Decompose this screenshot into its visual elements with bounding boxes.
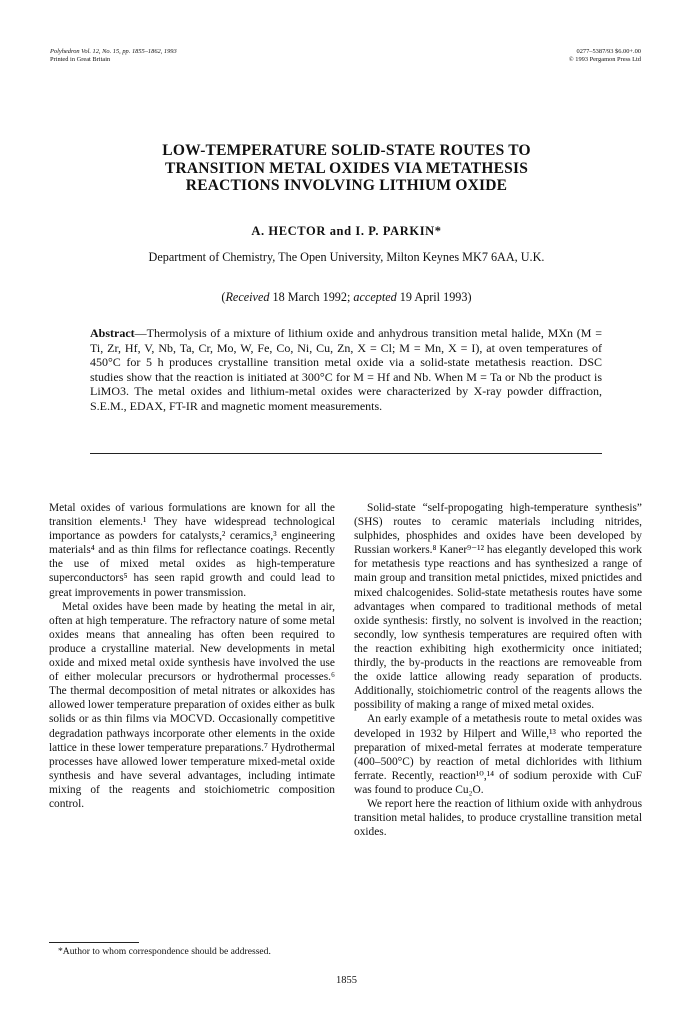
paren-open: ( <box>221 290 226 304</box>
accepted-date: 19 April 1993) <box>399 290 472 304</box>
footnote-divider <box>49 942 139 943</box>
affiliation: Department of Chemistry, The Open University, Milton Keynes MK7 6AA, U.K. <box>148 250 545 264</box>
paragraph: Solid-state “self-propogating high-temperature synthesis” (SHS) routes to ceramic materials including nitrides, sulphides, phosphides and oxides have been developed by Russian workers.⁸ Kaner⁹⁻¹² has elegantly developed this work for metathesis type reactions and has synthesized a range of main group and transition metal pnictides, mixed pnictides and mixed chalcogenides. Solid-state metathesis routes have some advantages when compared to traditional methods of metal oxide synthesis: firstly, no solvent is involved in the reaction; secondly, low synthesis temperatures are required often with the reaction exhibiting high exothermicity once initiated; thirdly, the by-products in the reactions are removeable from the oxide lattice allowing ready separation of products. Additionally, stoichiometric control of the reagents allows the possibility of making a range of mixed metal oxides. <box>354 502 642 712</box>
journal-citation: Polyhedron Vol. 12, No. 15, pp. 1855–1862, 1993 <box>50 48 177 55</box>
title-line: TRANSITION METAL OXIDES VIA METATHESIS <box>164 159 529 177</box>
copyright-line: © 1993 Pergamon Press Ltd <box>568 56 641 63</box>
title-line: REACTIONS INVOLVING LITHIUM OXIDE <box>185 177 508 194</box>
page-number: 1855 <box>336 975 357 986</box>
footnote: *Author to whom correspondence should be addressed. <box>58 946 271 957</box>
issn-price: 0277–5387/93 $6.00+.00 <box>576 48 641 55</box>
accepted-label: accepted <box>353 290 397 304</box>
paper-title <box>40 142 653 195</box>
authors: A. HECTOR and I. P. PARKIN* <box>251 224 442 238</box>
abstract-divider <box>90 453 602 454</box>
paragraph: Metal oxides of various formulations are known for all the transition elements.¹ They have widespread technological importance as powders for catalysts,² ceramics,³ engineering materials⁴ and as thin films for reflectance coatings. Recently the use of mixed metal oxides as high-temperature superconductors⁵ has seen rapid growth and could lead to great improvements in power transmission. <box>49 502 335 599</box>
right-column <box>354 501 642 839</box>
journal-header <box>50 48 177 64</box>
title-line: LOW-TEMPERATURE SOLID-STATE ROUTES TO <box>162 142 531 159</box>
received-label: Received <box>225 290 270 304</box>
abstract <box>90 326 602 414</box>
printed-in: Printed in Great Britain <box>50 56 111 63</box>
received-dates <box>0 290 693 305</box>
paragraph: Metal oxides have been made by heating the metal in air, often at high temperature. The refractory nature of some metal oxides means that annealing has often been required to produce a crystalline material. New developments in metal oxide and mixed metal oxide synthesis have involved the use of either molecular precursors or hydrothermal processes.⁶ The thermal decomposition of metal nitrates or alkoxides has allowed lower temperature preparation of oxides either as bulk solids or as thin films via MOCVD. Occasionally competitive degradation pathways incorporate other elements in the oxide lattice in these lower temperature preparations.⁷ Hydrothermal processes have allowed lower temperature mixed-metal oxide synthesis and have several advantages, including intimate mixing of the reagents and stoichiometric composition control. <box>49 600 335 810</box>
abstract-label: Abstract <box>90 326 135 340</box>
paragraph: An early example of a metathesis route to metal oxides was developed in 1932 by Hilpert and Wille,¹³ who reported the preparation of mixed-metal ferrates at moderate temperature (400–500°C) by reaction of metal dichlorides with lithium ferrate. Recently, reaction¹⁰,¹⁴ of sodium peroxide with CuF was found to produce Cu₂O. <box>354 713 642 796</box>
copyright-header <box>569 48 641 64</box>
left-column <box>49 501 335 811</box>
abstract-text: —Thermolysis of a mixture of lithium oxide and anhydrous transition metal halide, MXn (M = Ti, Zr, Hf, V, Nb, Ta, Cr, Mo, W, Fe, Co, Ni, Cu, Zn, X = Cl; M = Mn, X = I), at oven temperatures of 450°C for 5 h produces crystalline transition metal oxide via a solid-state metathesis reaction. DSC studies show that the reaction is initiated at 300°C for M = Hf and Nb. When M = Ta or Nb the product is LiMO3. The metal oxides and lithium-metal oxides were characterized by X-ray powder diffraction, S.E.M., EDAX, FT-IR and magnetic moment measurements. <box>90 326 602 413</box>
received-date: 18 March 1992; <box>272 290 351 304</box>
paragraph: We report here the reaction of lithium oxide with anhydrous transition metal halides, to produce crystalline transition metal oxides. <box>354 797 642 839</box>
